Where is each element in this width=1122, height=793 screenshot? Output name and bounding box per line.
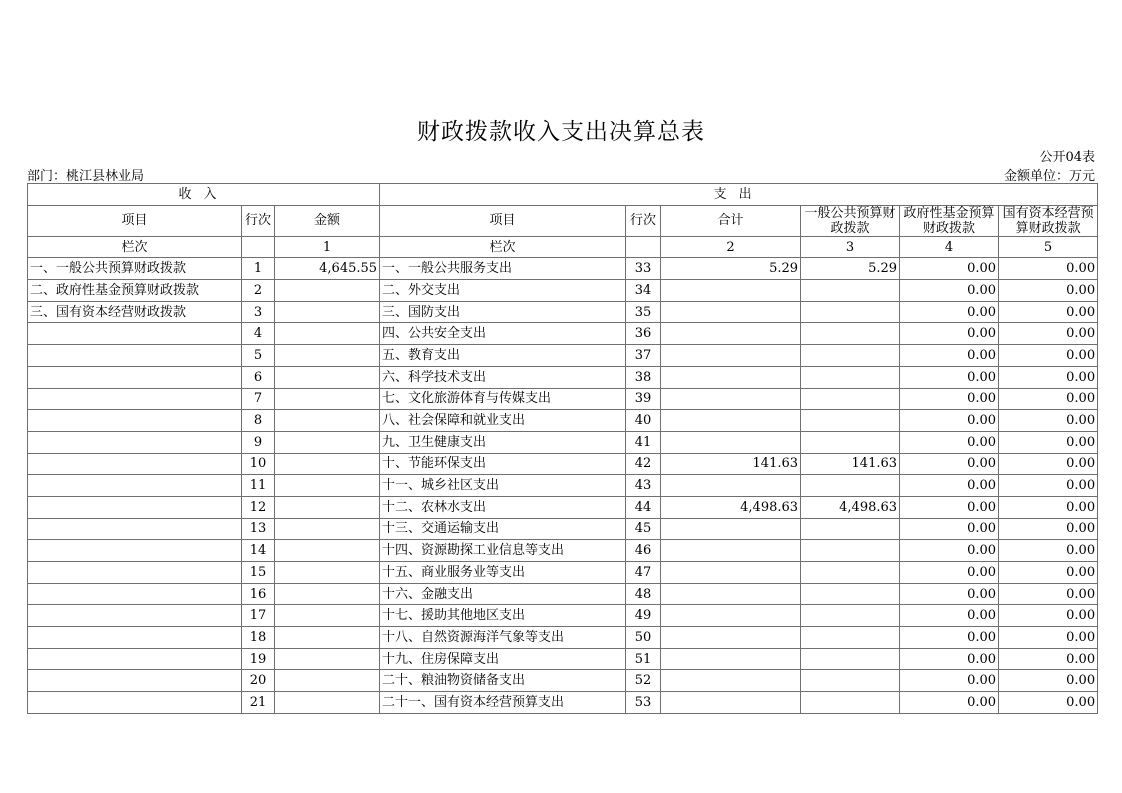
income-line-cell: 14	[242, 540, 275, 562]
state-capital-cell: 0.00	[999, 388, 1098, 410]
general-budget-cell	[801, 692, 900, 714]
department-label: 部门：桃江县林业局	[27, 169, 145, 184]
general-budget-cell	[801, 627, 900, 649]
expense-line-cell: 41	[626, 431, 661, 453]
income-item-cell	[28, 692, 242, 714]
general-budget-cell	[801, 301, 900, 323]
income-line-cell: 9	[242, 431, 275, 453]
amount-unit-label: 金额单位：万元	[1003, 169, 1095, 184]
gov-fund-cell: 0.00	[900, 453, 999, 475]
table-row	[28, 345, 1098, 367]
total-cell	[661, 388, 801, 410]
income-amount-cell	[275, 670, 380, 692]
table-row	[28, 323, 1098, 345]
gov-fund-cell: 0.00	[900, 323, 999, 345]
general-budget-cell	[801, 648, 900, 670]
gov-fund-cell: 0.00	[900, 627, 999, 649]
total-cell: 141.63	[661, 453, 801, 475]
income-line-cell: 1	[242, 258, 275, 280]
income-amount-cell	[275, 540, 380, 562]
expense-item-cell: 十二、农林水支出	[380, 496, 626, 518]
income-line-cell: 12	[242, 496, 275, 518]
income-item-cell: 二、政府性基金预算财政拨款	[28, 280, 242, 302]
gov-fund-cell: 0.00	[900, 562, 999, 584]
expense-group-header: 支出	[380, 184, 1098, 206]
expense-line-header: 行次	[626, 205, 661, 236]
table-row	[28, 518, 1098, 540]
budget-summary-table	[27, 183, 1098, 714]
expense-item-cell: 三、国防支出	[380, 301, 626, 323]
expense-line-cell: 34	[626, 280, 661, 302]
income-item-cell	[28, 540, 242, 562]
general-budget-header: 一般公共预算财政拨款	[801, 205, 900, 236]
table-row	[28, 431, 1098, 453]
state-capital-cell: 0.00	[999, 605, 1098, 627]
income-amount-header: 金额	[275, 205, 380, 236]
income-line-cell: 21	[242, 692, 275, 714]
income-amount-cell	[275, 280, 380, 302]
income-amount-cell	[275, 518, 380, 540]
income-line-cell: 17	[242, 605, 275, 627]
state-capital-cell: 0.00	[999, 453, 1098, 475]
gov-fund-cell: 0.00	[900, 496, 999, 518]
expense-line-cell: 44	[626, 496, 661, 518]
general-budget-cell	[801, 518, 900, 540]
gov-fund-cell: 0.00	[900, 301, 999, 323]
gov-fund-cell: 0.00	[900, 366, 999, 388]
income-amount-cell	[275, 648, 380, 670]
income-amount-cell	[275, 496, 380, 518]
state-capital-cell: 0.00	[999, 258, 1098, 280]
expense-item-cell: 十、节能环保支出	[380, 453, 626, 475]
table-row	[28, 627, 1098, 649]
state-capital-cell: 0.00	[999, 366, 1098, 388]
income-amount-cell	[275, 345, 380, 367]
expense-line-index	[626, 236, 661, 258]
table-row	[28, 475, 1098, 497]
income-index-label: 栏次	[28, 236, 242, 258]
table-row	[28, 692, 1098, 714]
expense-item-cell: 四、公共安全支出	[380, 323, 626, 345]
income-amount-cell	[275, 692, 380, 714]
general-budget-cell	[801, 280, 900, 302]
state-capital-cell: 0.00	[999, 583, 1098, 605]
table-row	[28, 301, 1098, 323]
general-budget-cell	[801, 475, 900, 497]
total-cell	[661, 323, 801, 345]
expense-line-cell: 35	[626, 301, 661, 323]
total-cell	[661, 648, 801, 670]
expense-line-cell: 48	[626, 583, 661, 605]
expense-item-cell: 二十一、国有资本经营预算支出	[380, 692, 626, 714]
expense-item-cell: 十七、援助其他地区支出	[380, 605, 626, 627]
income-item-cell	[28, 431, 242, 453]
income-item-cell	[28, 670, 242, 692]
state-capital-cell: 0.00	[999, 670, 1098, 692]
table-row	[28, 388, 1098, 410]
state-capital-cell: 0.00	[999, 648, 1098, 670]
state-capital-cell: 0.00	[999, 410, 1098, 432]
income-item-cell: 三、国有资本经营财政拨款	[28, 301, 242, 323]
total-cell	[661, 583, 801, 605]
income-amount-cell	[275, 431, 380, 453]
gov-fund-cell: 0.00	[900, 388, 999, 410]
expense-item-cell: 十六、金融支出	[380, 583, 626, 605]
income-line-cell: 2	[242, 280, 275, 302]
general-budget-cell	[801, 366, 900, 388]
table-row	[28, 410, 1098, 432]
general-budget-cell	[801, 670, 900, 692]
total-cell	[661, 301, 801, 323]
income-item-cell	[28, 605, 242, 627]
income-amount-cell	[275, 366, 380, 388]
income-amount-cell	[275, 562, 380, 584]
table-row	[28, 366, 1098, 388]
total-cell	[661, 475, 801, 497]
table-row	[28, 280, 1098, 302]
form-number: 公开04表	[1039, 150, 1095, 165]
state-capital-cell: 0.00	[999, 431, 1098, 453]
state-capital-cell: 0.00	[999, 345, 1098, 367]
page-title: 财政拨款收入支出决算总表	[417, 119, 705, 145]
total-cell	[661, 562, 801, 584]
gov-fund-cell: 0.00	[900, 345, 999, 367]
expense-item-cell: 十五、商业服务业等支出	[380, 562, 626, 584]
income-line-cell: 7	[242, 388, 275, 410]
table-row	[28, 583, 1098, 605]
expense-item-cell: 九、卫生健康支出	[380, 431, 626, 453]
income-item-cell	[28, 562, 242, 584]
state-capital-cell: 0.00	[999, 692, 1098, 714]
income-amount-cell	[275, 410, 380, 432]
income-line-cell: 16	[242, 583, 275, 605]
column-index-row	[28, 236, 1098, 258]
income-item-cell	[28, 366, 242, 388]
income-item-cell	[28, 323, 242, 345]
table-row	[28, 670, 1098, 692]
state-capital-header: 国有资本经营预算财政拨款	[999, 205, 1098, 236]
expense-item-cell: 六、科学技术支出	[380, 366, 626, 388]
total-cell	[661, 280, 801, 302]
income-item-cell: 一、一般公共预算财政拨款	[28, 258, 242, 280]
group-header-row	[28, 184, 1098, 206]
expense-line-cell: 52	[626, 670, 661, 692]
income-line-cell: 15	[242, 562, 275, 584]
expense-item-cell: 十九、住房保障支出	[380, 648, 626, 670]
total-cell: 4,498.63	[661, 496, 801, 518]
income-item-cell	[28, 453, 242, 475]
income-amount-cell	[275, 301, 380, 323]
state-capital-index: 5	[999, 236, 1098, 258]
gov-fund-index: 4	[900, 236, 999, 258]
income-line-cell: 3	[242, 301, 275, 323]
income-line-index	[242, 236, 275, 258]
gov-fund-cell: 0.00	[900, 431, 999, 453]
income-amount-cell	[275, 475, 380, 497]
expense-line-cell: 33	[626, 258, 661, 280]
gov-fund-cell: 0.00	[900, 540, 999, 562]
expense-line-cell: 47	[626, 562, 661, 584]
table-row	[28, 453, 1098, 475]
gov-fund-cell: 0.00	[900, 258, 999, 280]
table-row	[28, 496, 1098, 518]
income-amount-cell	[275, 453, 380, 475]
gov-fund-cell: 0.00	[900, 280, 999, 302]
general-budget-cell	[801, 345, 900, 367]
income-item-cell	[28, 518, 242, 540]
total-cell	[661, 431, 801, 453]
total-cell	[661, 605, 801, 627]
income-line-cell: 10	[242, 453, 275, 475]
total-header: 合计	[661, 205, 801, 236]
income-line-cell: 6	[242, 366, 275, 388]
total-cell	[661, 518, 801, 540]
general-budget-cell	[801, 583, 900, 605]
income-line-cell: 20	[242, 670, 275, 692]
income-item-cell	[28, 496, 242, 518]
expense-line-cell: 51	[626, 648, 661, 670]
income-amount-index: 1	[275, 236, 380, 258]
expense-line-cell: 39	[626, 388, 661, 410]
state-capital-cell: 0.00	[999, 562, 1098, 584]
general-budget-index: 3	[801, 236, 900, 258]
total-cell	[661, 627, 801, 649]
total-cell	[661, 692, 801, 714]
total-cell	[661, 410, 801, 432]
income-line-cell: 18	[242, 627, 275, 649]
gov-fund-cell: 0.00	[900, 583, 999, 605]
expense-item-cell: 十八、自然资源海洋气象等支出	[380, 627, 626, 649]
total-cell	[661, 540, 801, 562]
income-item-cell	[28, 410, 242, 432]
gov-fund-header: 政府性基金预算财政拨款	[900, 205, 999, 236]
general-budget-cell: 4,498.63	[801, 496, 900, 518]
income-amount-cell	[275, 583, 380, 605]
table-row	[28, 540, 1098, 562]
expense-line-cell: 53	[626, 692, 661, 714]
income-group-header: 收入	[28, 184, 380, 206]
general-budget-cell	[801, 562, 900, 584]
expense-line-cell: 46	[626, 540, 661, 562]
general-budget-cell	[801, 410, 900, 432]
general-budget-cell	[801, 323, 900, 345]
gov-fund-cell: 0.00	[900, 648, 999, 670]
general-budget-cell	[801, 605, 900, 627]
expense-item-cell: 七、文化旅游体育与传媒支出	[380, 388, 626, 410]
total-index: 2	[661, 236, 801, 258]
expense-item-header: 项目	[380, 205, 626, 236]
gov-fund-cell: 0.00	[900, 518, 999, 540]
income-line-cell: 5	[242, 345, 275, 367]
income-item-header: 项目	[28, 205, 242, 236]
total-cell	[661, 366, 801, 388]
state-capital-cell: 0.00	[999, 627, 1098, 649]
income-item-cell	[28, 475, 242, 497]
gov-fund-cell: 0.00	[900, 670, 999, 692]
table-row	[28, 258, 1098, 280]
income-line-cell: 13	[242, 518, 275, 540]
expense-item-cell: 八、社会保障和就业支出	[380, 410, 626, 432]
state-capital-cell: 0.00	[999, 540, 1098, 562]
expense-line-cell: 50	[626, 627, 661, 649]
income-line-cell: 8	[242, 410, 275, 432]
gov-fund-cell: 0.00	[900, 692, 999, 714]
expense-item-cell: 十三、交通运输支出	[380, 518, 626, 540]
expense-item-cell: 二十、粮油物资储备支出	[380, 670, 626, 692]
income-item-cell	[28, 627, 242, 649]
general-budget-cell	[801, 431, 900, 453]
expense-line-cell: 49	[626, 605, 661, 627]
income-line-cell: 19	[242, 648, 275, 670]
income-amount-cell	[275, 388, 380, 410]
table-row	[28, 562, 1098, 584]
expense-item-cell: 十一、城乡社区支出	[380, 475, 626, 497]
expense-line-cell: 45	[626, 518, 661, 540]
gov-fund-cell: 0.00	[900, 605, 999, 627]
income-item-cell	[28, 388, 242, 410]
general-budget-cell	[801, 540, 900, 562]
state-capital-cell: 0.00	[999, 518, 1098, 540]
expense-item-cell: 十四、资源勘探工业信息等支出	[380, 540, 626, 562]
expense-line-cell: 36	[626, 323, 661, 345]
income-line-cell: 4	[242, 323, 275, 345]
total-cell: 5.29	[661, 258, 801, 280]
state-capital-cell: 0.00	[999, 323, 1098, 345]
gov-fund-cell: 0.00	[900, 475, 999, 497]
income-item-cell	[28, 345, 242, 367]
income-item-cell	[28, 583, 242, 605]
general-budget-cell: 141.63	[801, 453, 900, 475]
expense-index-label: 栏次	[380, 236, 626, 258]
expense-item-cell: 二、外交支出	[380, 280, 626, 302]
total-cell	[661, 670, 801, 692]
expense-item-cell: 一、一般公共服务支出	[380, 258, 626, 280]
state-capital-cell: 0.00	[999, 496, 1098, 518]
expense-line-cell: 43	[626, 475, 661, 497]
expense-line-cell: 37	[626, 345, 661, 367]
general-budget-cell: 5.29	[801, 258, 900, 280]
income-item-cell	[28, 648, 242, 670]
income-amount-cell	[275, 605, 380, 627]
income-amount-cell: 4,645.55	[275, 258, 380, 280]
expense-line-cell: 38	[626, 366, 661, 388]
table-row	[28, 605, 1098, 627]
table-row	[28, 648, 1098, 670]
state-capital-cell: 0.00	[999, 301, 1098, 323]
total-cell	[661, 345, 801, 367]
income-amount-cell	[275, 627, 380, 649]
gov-fund-cell: 0.00	[900, 410, 999, 432]
income-line-cell: 11	[242, 475, 275, 497]
state-capital-cell: 0.00	[999, 280, 1098, 302]
column-header-row	[28, 205, 1098, 236]
expense-item-cell: 五、教育支出	[380, 345, 626, 367]
income-line-header: 行次	[242, 205, 275, 236]
income-amount-cell	[275, 323, 380, 345]
expense-line-cell: 40	[626, 410, 661, 432]
general-budget-cell	[801, 388, 900, 410]
state-capital-cell: 0.00	[999, 475, 1098, 497]
expense-line-cell: 42	[626, 453, 661, 475]
